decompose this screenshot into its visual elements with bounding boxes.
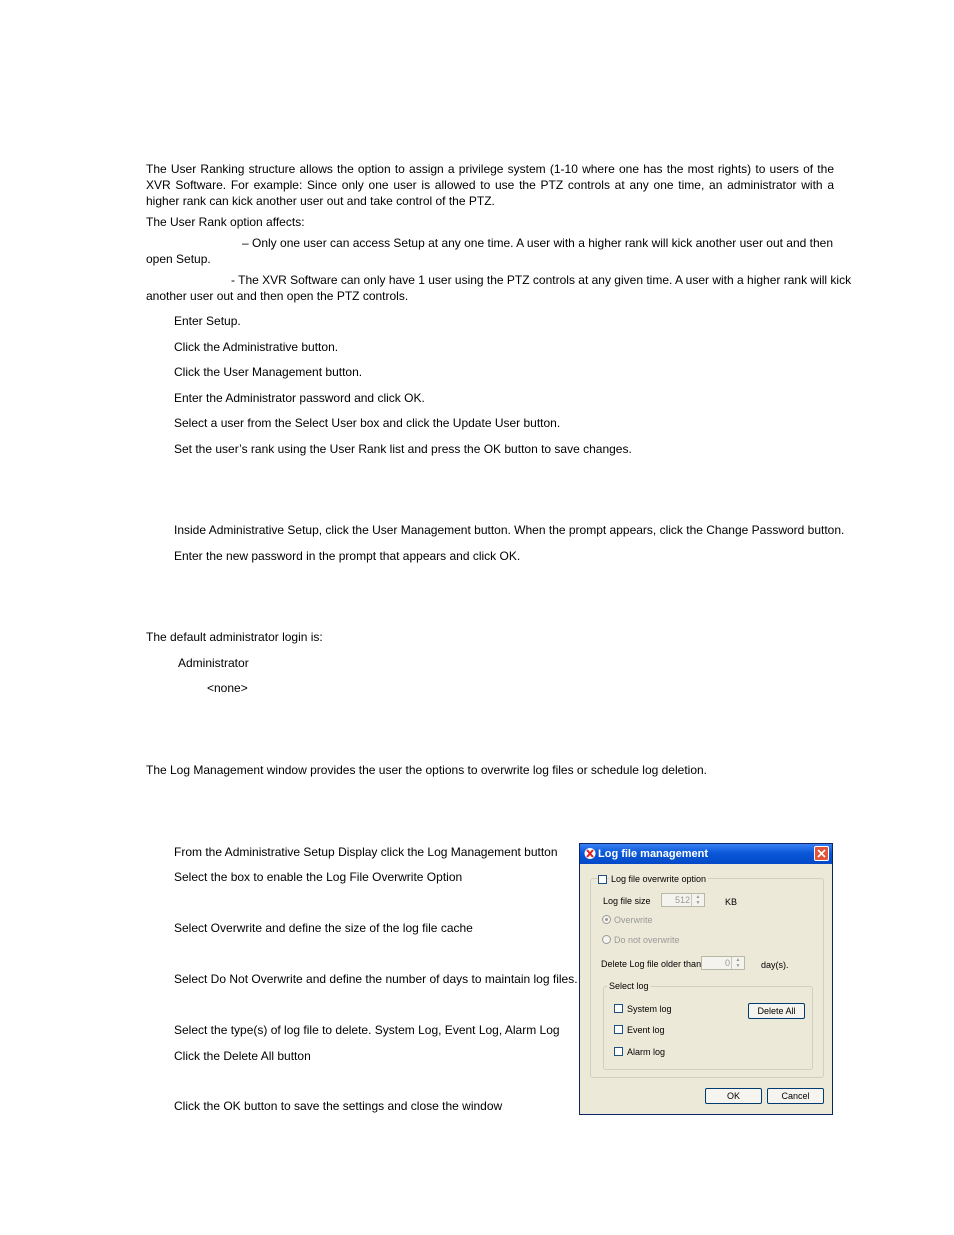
rank-step-6: Set the user’s rank using the User Rank list and press the OK button to save changes. bbox=[174, 442, 632, 456]
dialog-title: Log file management bbox=[598, 848, 709, 860]
rank-step-2: Click the Administrative button. bbox=[174, 340, 339, 354]
days-unit: day(s). bbox=[761, 960, 789, 970]
log-step-5: Select the type(s) of log file to delete. System Log, Event Log, Alarm Log bbox=[174, 1023, 560, 1037]
ptz-affect-line1: - The XVR Software can only have 1 user using the PTZ controls at any given time. A user with a higher rank will kick bbox=[231, 273, 852, 287]
log-file-size-value: 512 bbox=[674, 895, 690, 905]
system-log-checkbox[interactable] bbox=[614, 1004, 623, 1013]
close-button[interactable] bbox=[814, 846, 829, 861]
ok-button[interactable]: OK bbox=[705, 1088, 762, 1104]
alarm-log-label: Alarm log bbox=[627, 1047, 666, 1057]
log-file-management-dialog bbox=[579, 843, 833, 1115]
log-step-4: Select Do Not Overwrite and define the number of days to maintain log files. bbox=[174, 972, 578, 986]
ptz-affect-line2: another user out and then open the PTZ controls. bbox=[146, 289, 409, 303]
log-step-6: Click the Delete All button bbox=[174, 1049, 311, 1063]
do-not-overwrite-label: Do not overwrite bbox=[614, 935, 680, 945]
log-step-7: Click the OK button to save the settings and close the window bbox=[174, 1099, 503, 1113]
overwrite-label: Overwrite bbox=[614, 915, 653, 925]
log-step-1: From the Administrative Setup Display click the Log Management button bbox=[174, 845, 558, 859]
overwrite-option-label: Log file overwrite option bbox=[611, 874, 707, 884]
default-username: Administrator bbox=[178, 656, 249, 670]
delete-all-button[interactable]: Delete All bbox=[748, 1003, 805, 1019]
password-step-1: Inside Administrative Setup, click the User Management button. When the prompt appears, click the Change Password button. bbox=[174, 523, 845, 537]
cancel-button[interactable]: Cancel bbox=[767, 1088, 824, 1104]
setup-affect-line1: – Only one user can access Setup at any one time. A user with a higher rank will kick another user out and then bbox=[242, 236, 833, 250]
rank-step-1: Enter Setup. bbox=[174, 314, 241, 328]
default-password: <none> bbox=[207, 681, 248, 695]
size-unit: KB bbox=[725, 897, 738, 907]
log-step-3: Select Overwrite and define the size of the log file cache bbox=[174, 921, 473, 935]
log-step-2: Select the box to enable the Log File Overwrite Option bbox=[174, 870, 463, 884]
app-icon bbox=[584, 847, 596, 860]
event-log-checkbox[interactable] bbox=[614, 1025, 623, 1034]
affects-label: The User Rank option affects: bbox=[146, 215, 305, 229]
dialog-titlebar bbox=[580, 844, 832, 864]
log-intro: The Log Management window provides the user the options to overwrite log files or schedule log deletion. bbox=[146, 763, 707, 777]
rank-step-3: Click the User Management button. bbox=[174, 365, 363, 379]
overwrite-option-checkbox[interactable] bbox=[598, 875, 607, 884]
password-step-2: Enter the new password in the prompt that appears and click OK. bbox=[174, 549, 521, 563]
overwrite-radio[interactable] bbox=[602, 915, 611, 924]
log-file-size-label: Log file size bbox=[603, 896, 651, 906]
rank-step-5: Select a user from the Select User box and click the Update User button. bbox=[174, 416, 561, 430]
alarm-log-checkbox[interactable] bbox=[614, 1047, 623, 1056]
rank-step-4: Enter the Administrator password and click OK. bbox=[174, 391, 425, 405]
delete-older-spinner[interactable]: 0 ▲ ▼ bbox=[701, 956, 745, 970]
default-login-intro: The default administrator login is: bbox=[146, 630, 323, 644]
ranking-paragraph: The User Ranking structure allows the option to assign a privilege system (1-10 where one has the most rights) to users of the XVR Software. For example: Since only one user is allowed to use the PTZ controls at any one time, an administrator with a higher rank can kick another user out and take control of the PTZ. bbox=[146, 162, 834, 208]
do-not-overwrite-radio[interactable] bbox=[602, 935, 611, 944]
select-log-label: Select log bbox=[609, 981, 649, 991]
system-log-label: System log bbox=[627, 1004, 672, 1014]
log-file-size-spinner[interactable]: 512 ▲ ▼ bbox=[661, 893, 705, 907]
delete-older-label: Delete Log file older than bbox=[601, 959, 702, 969]
setup-affect-line2: open Setup. bbox=[146, 252, 211, 266]
delete-older-value: 0 bbox=[724, 958, 730, 968]
close-icon bbox=[817, 849, 826, 858]
event-log-label: Event log bbox=[627, 1025, 665, 1035]
